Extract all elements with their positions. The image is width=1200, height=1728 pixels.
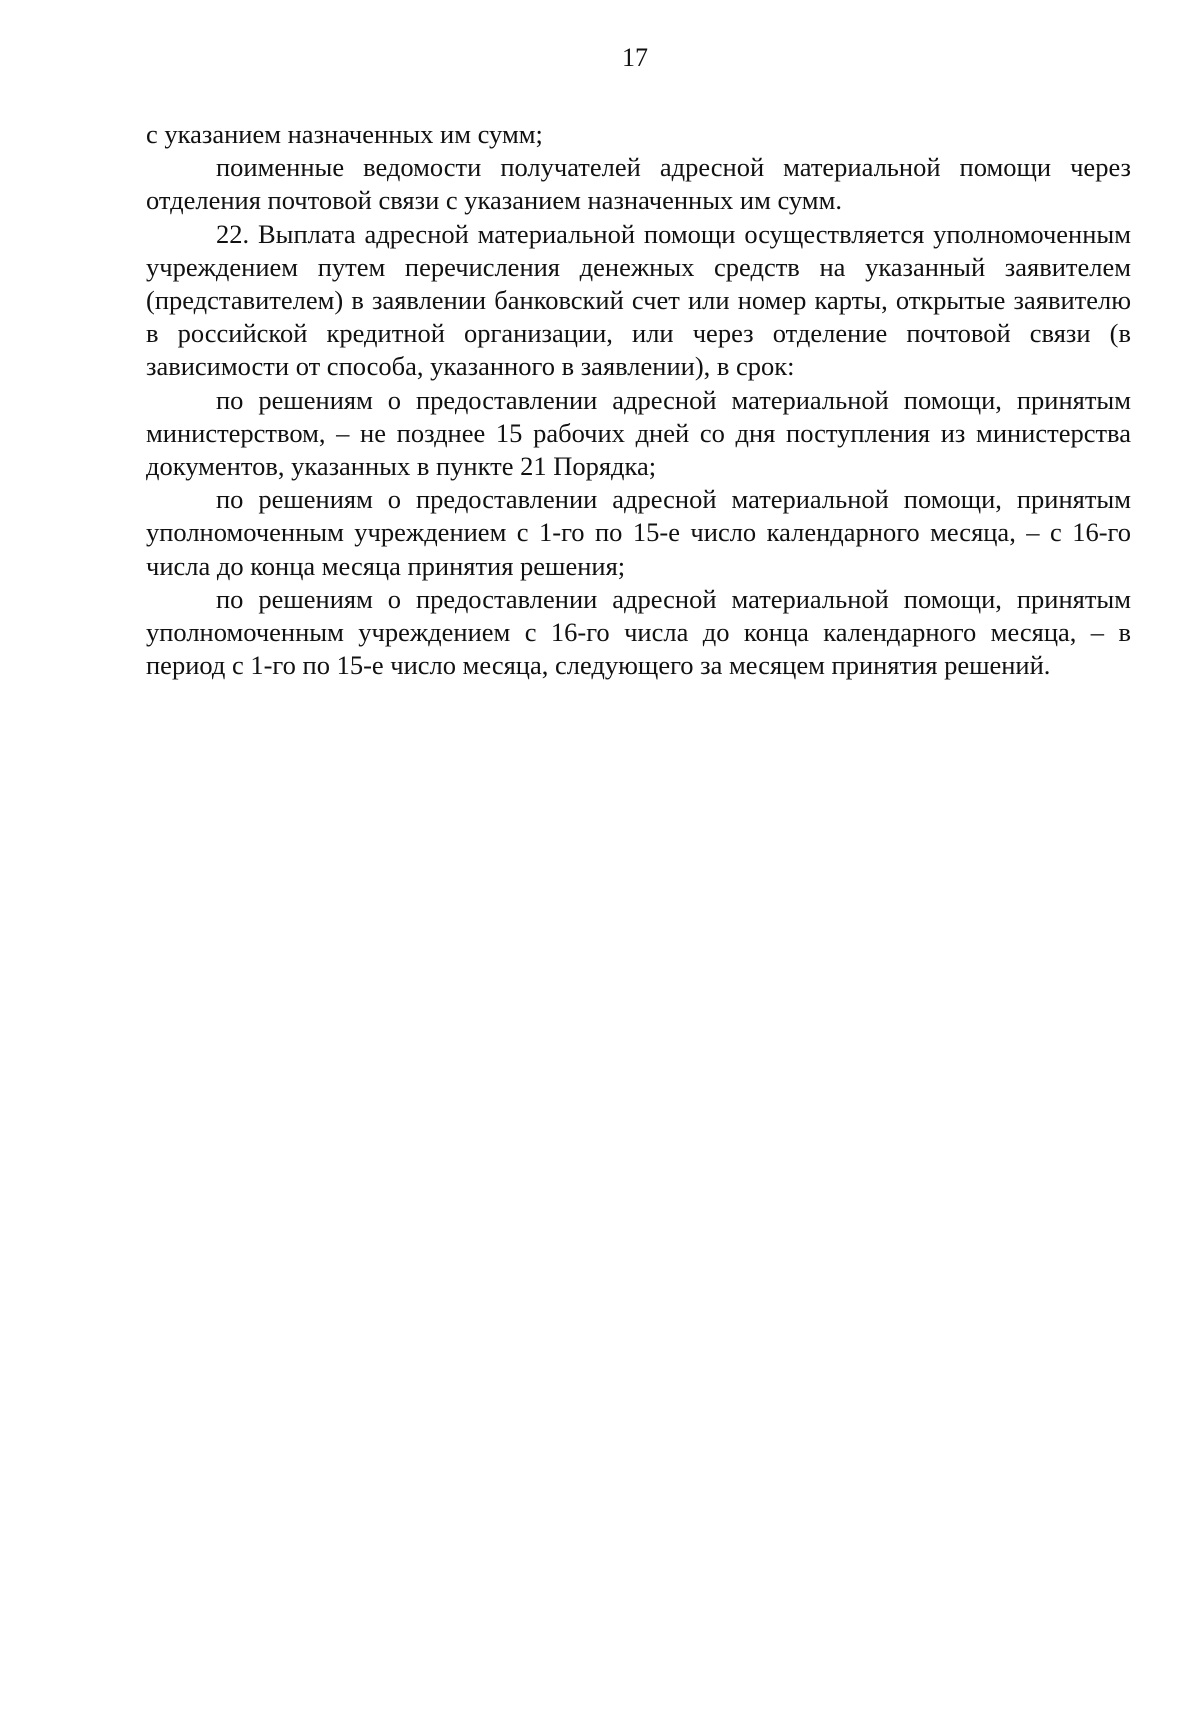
- paragraph-first-half-month: по решениям о предоставлении адресной материальной помощи, принятым уполномоченным учреждением с 1-го по 15-е число календарного месяца, – с 16-го числа до конца месяца принятия решения;: [146, 484, 1131, 581]
- paragraph-second-half-month: по решениям о предоставлении адресной материальной помощи, принятым уполномоченным учреждением с 16-го числа до конца календарного месяца, – в период с 1-го по 15-е число месяца, следующего за месяцем принятия решений.: [146, 583, 1131, 681]
- document-body: [146, 118, 1131, 682]
- paragraph-continuation: с указанием назначенных им сумм;: [146, 119, 543, 149]
- paragraph-clause-22: 22. Выплата адресной материальной помощи осуществляется уполномоченным учреждением путем перечисления денежных средств на указанный заявителем (представителем) в заявлении банковский счет или номер карты, открытые заявителю в российской кредитной организации, или через отделение почтовой связи (в зависимости от способа, указанного в заявлении), в срок:: [146, 218, 1131, 382]
- page-number: 17: [622, 43, 648, 72]
- paragraph-postal-lists: поименные ведомости получателей адресной материальной помощи через отделения почтовой связи с указанием назначенных им сумм.: [146, 152, 1131, 216]
- paragraph-ministry-decisions: по решениям о предоставлении адресной материальной помощи, принятым министерством, – не позднее 15 рабочих дней со дня поступления из министерства документов, указанных в пункте 21 Порядка;: [146, 384, 1131, 482]
